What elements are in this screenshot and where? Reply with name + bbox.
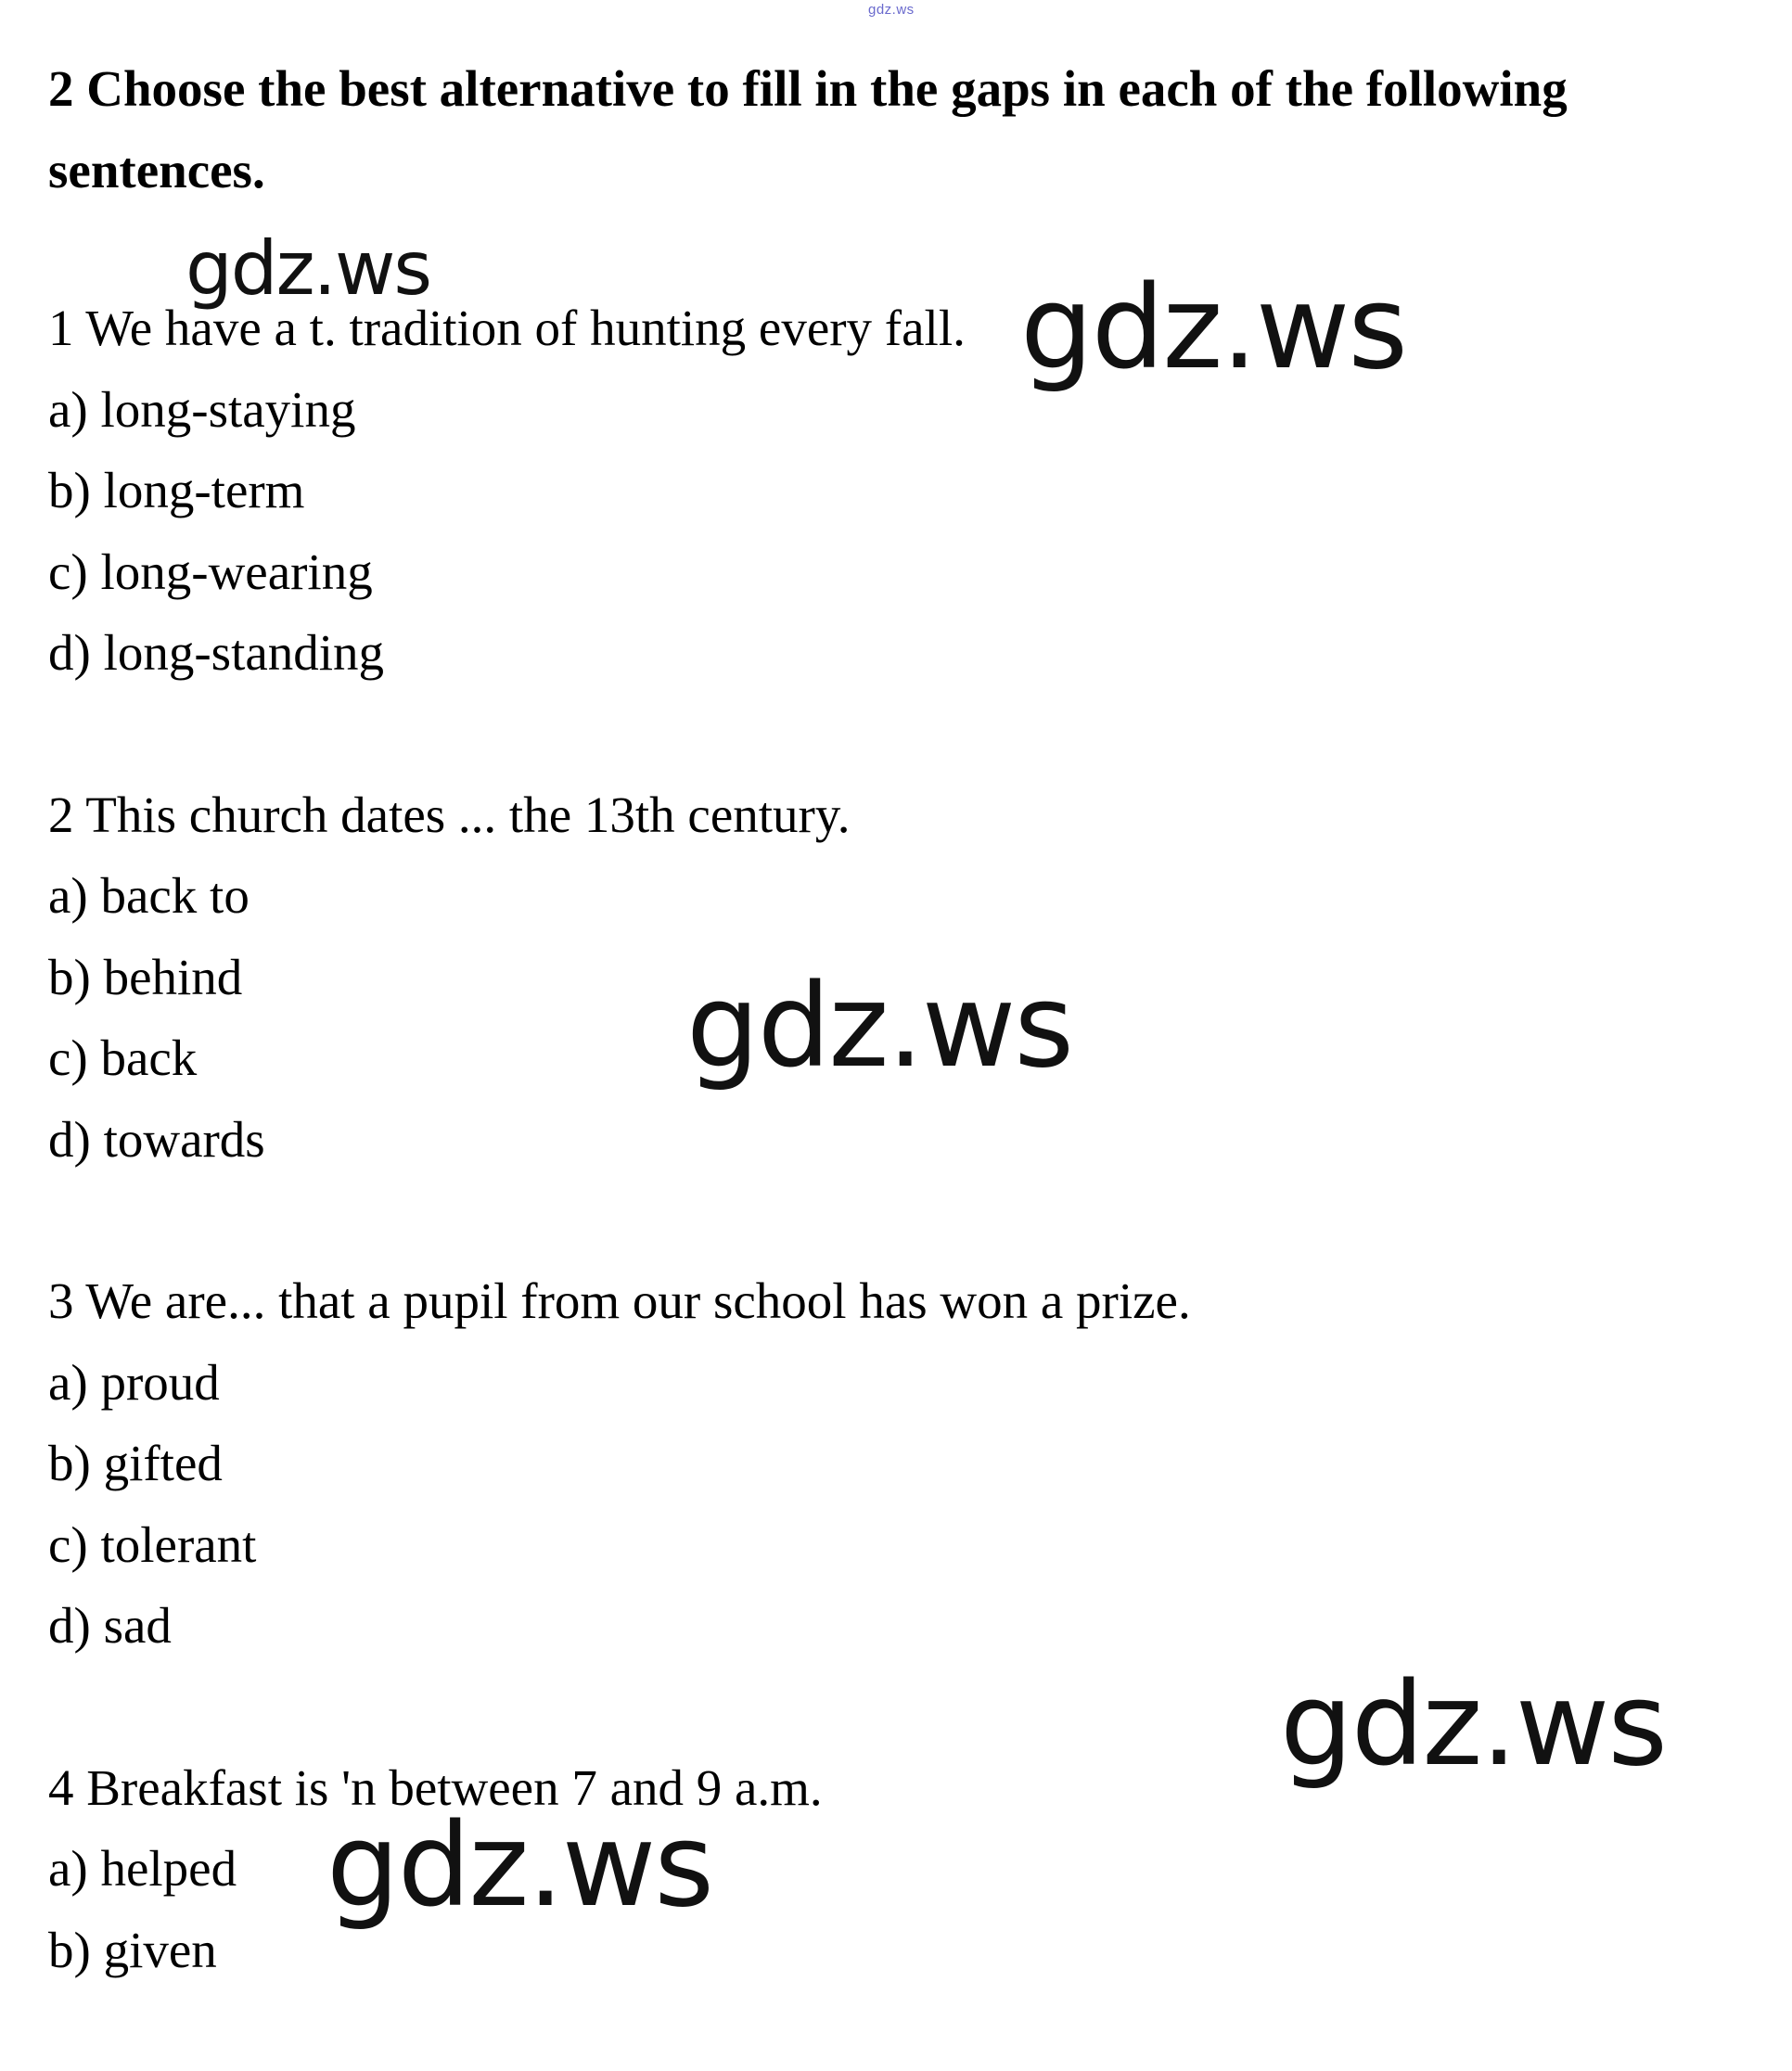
option-c: c) long-wearing	[48, 543, 373, 600]
watermark: gdz.ws	[1020, 262, 1406, 395]
question-prompt: 3 We are... that a pupil from our school has won a prize.	[48, 1272, 1191, 1329]
watermark: gdz.ws	[686, 960, 1072, 1093]
option-b: b) long-term	[48, 462, 305, 518]
option-c: c) back	[48, 1029, 198, 1086]
watermark: gdz.ws	[1280, 1658, 1666, 1792]
exercise-heading: 2 Choose the best alternative to fill in the gaps in each of the following sentences.	[48, 60, 1568, 198]
question-prompt: 2 This church dates ... the 13th century.	[48, 786, 851, 843]
option-d: d) sad	[48, 1597, 172, 1654]
option-b: b) gifted	[48, 1435, 223, 1491]
question-3	[48, 1260, 1736, 1667]
watermark: gdz.ws	[186, 225, 431, 312]
option-b: b) given	[48, 1921, 217, 1978]
question-1	[48, 288, 1736, 694]
top-watermark: gdz.ws	[868, 2, 915, 18]
question-prompt: 4 Breakfast is 'n between 7 and 9 a.m.	[48, 1758, 823, 1816]
questions-list	[48, 288, 1736, 2071]
option-d: d) long-standing	[48, 624, 385, 681]
option-a: a) long-staying	[48, 380, 356, 438]
option-b: b) behind	[48, 948, 243, 1005]
option-a: a) proud	[48, 1353, 220, 1411]
option-a: a) helped	[48, 1840, 237, 1897]
option-a: a) back to	[48, 867, 250, 924]
watermark: gdz.ws	[326, 1799, 712, 1933]
question-prompt: 1 We have a t. tradition of hunting every fall.	[48, 300, 966, 356]
option-d: d) towards	[48, 1110, 265, 1168]
option-c: c) tolerant	[48, 1515, 257, 1573]
